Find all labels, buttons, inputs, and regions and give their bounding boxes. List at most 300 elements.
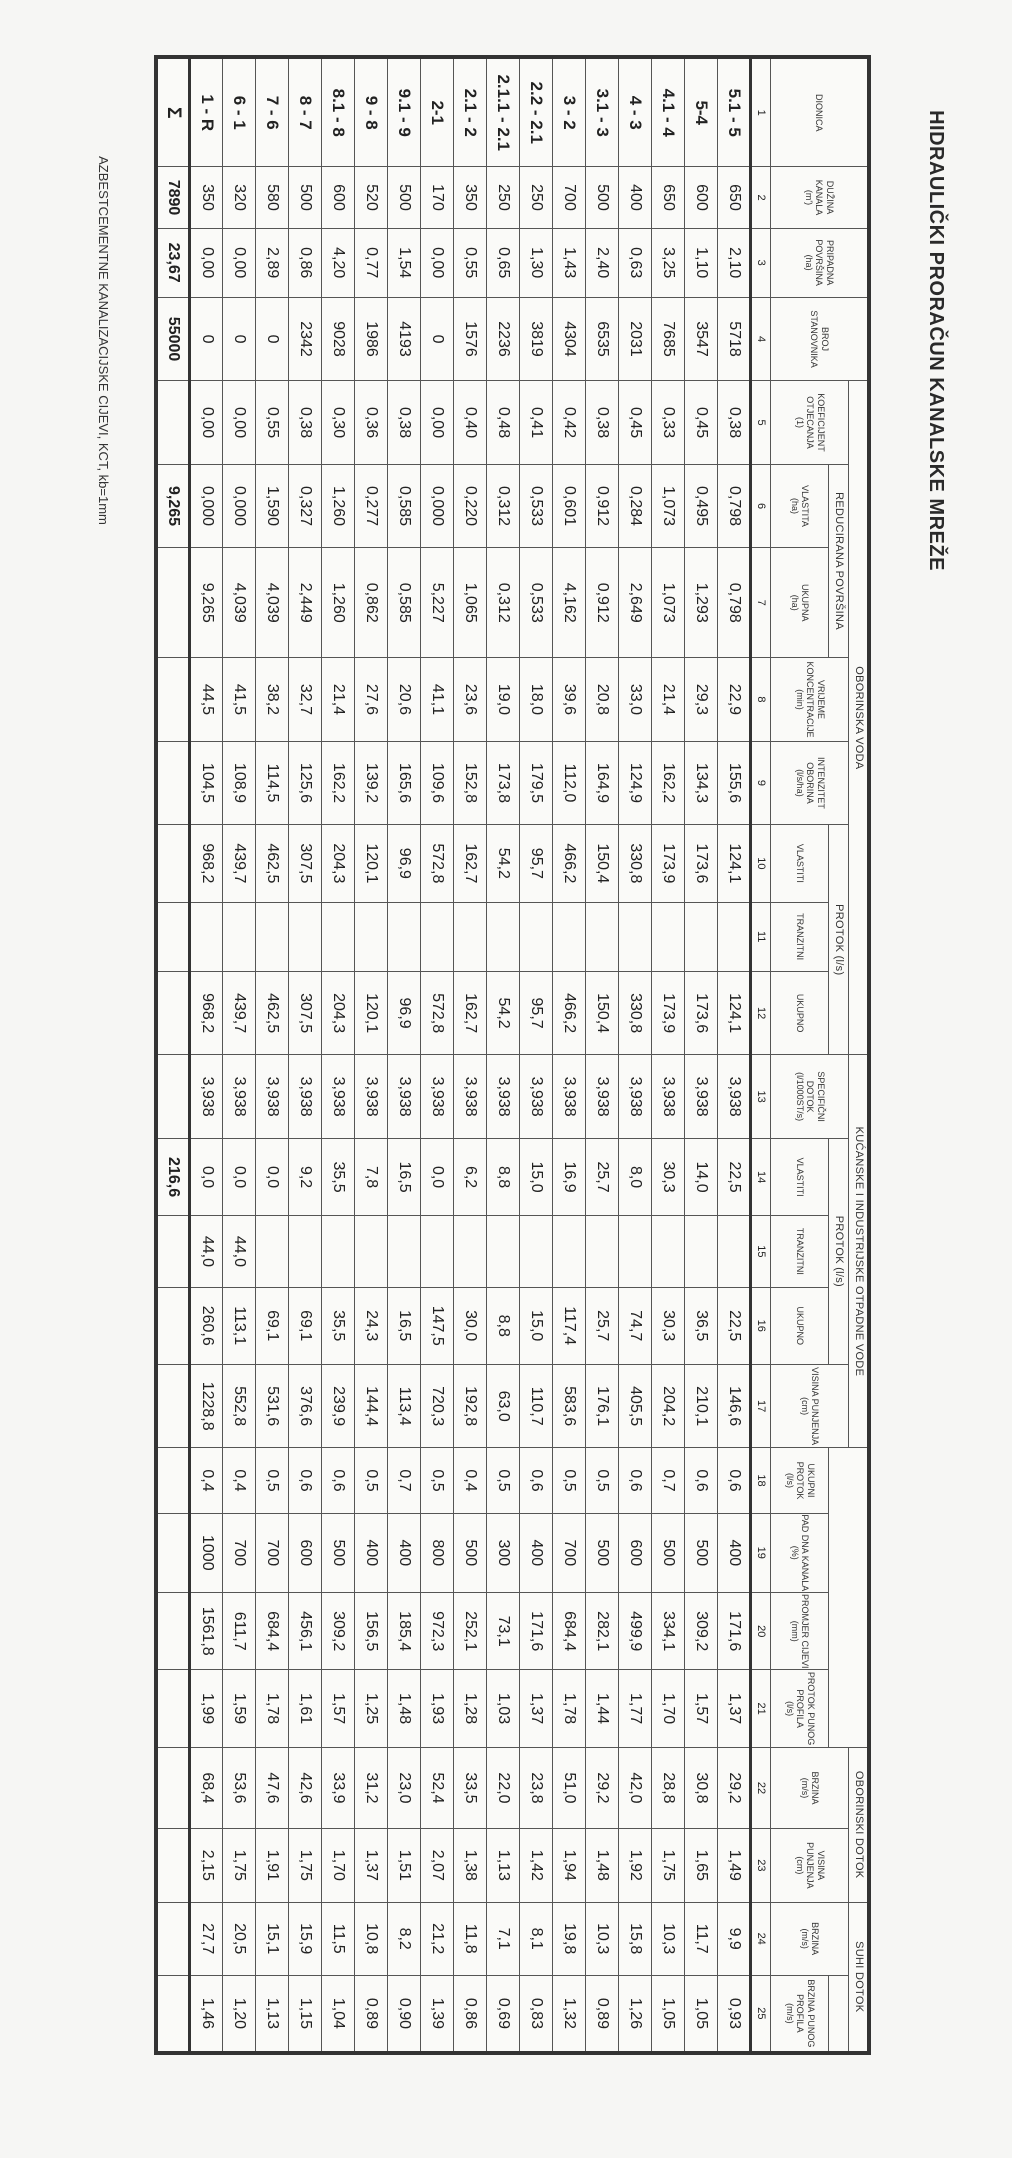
table-cell: 1,43 [553, 228, 586, 297]
header-stanovnika: BROJ STANOVNIKA [771, 297, 869, 380]
header-intenzitet [771, 741, 849, 824]
table-cell: 2,07 [421, 1829, 454, 1902]
table-cell: 700 [553, 167, 586, 228]
table-cell: 95,7 [520, 825, 553, 902]
column-number: 24 [751, 1902, 771, 1975]
column-number: 1 [751, 57, 771, 167]
table-cell: 2342 [289, 297, 322, 380]
table-cell: 0,89 [586, 1975, 619, 2053]
table-cell [586, 1216, 619, 1287]
table-row [619, 57, 652, 2053]
column-number-row [751, 57, 771, 2053]
column-number: 5 [751, 381, 771, 464]
sum-cell: 7890 [156, 167, 190, 228]
table-cell: 0,912 [586, 464, 619, 547]
table-cell: 10,8 [355, 1902, 388, 1975]
table-cell [289, 1216, 322, 1287]
table-cell: 1,25 [355, 1670, 388, 1747]
table-cell: 0,798 [718, 548, 751, 658]
table-row [718, 57, 751, 2053]
table-cell: 44,0 [190, 1216, 223, 1287]
table-cell [322, 902, 355, 971]
table-cell: 0,45 [619, 381, 652, 464]
table-cell: 0,277 [355, 464, 388, 547]
table-cell: 8,1 [520, 1902, 553, 1975]
table-cell: 0,0 [223, 1138, 256, 1215]
table-cell: 0,55 [256, 381, 289, 464]
table-cell: 0,55 [454, 228, 487, 297]
table-row [487, 57, 520, 2053]
table-cell: 1,37 [718, 1670, 751, 1747]
header-vrijeme [771, 658, 849, 741]
table-cell: 500 [652, 1513, 685, 1592]
table-cell: 114,5 [256, 741, 289, 824]
sum-cell [156, 1975, 190, 2053]
table-cell: 0,77 [355, 228, 388, 297]
table-cell: 171,6 [520, 1593, 553, 1670]
table-cell: 1,073 [652, 464, 685, 547]
header-visina-suhi [771, 1829, 849, 1902]
section-cell: 5-4 [685, 57, 718, 167]
table-cell: 0,220 [454, 464, 487, 547]
table-cell: 124,9 [619, 741, 652, 824]
table-cell: 152,8 [454, 741, 487, 824]
table-cell: 36,5 [685, 1287, 718, 1364]
section-cell: 2.1.1 - 2.1 [487, 57, 520, 167]
table-cell: 1,91 [256, 1829, 289, 1902]
table-cell: 30,3 [652, 1287, 685, 1364]
sum-cell [156, 1747, 190, 1828]
table-cell: 282,1 [586, 1593, 619, 1670]
table-cell: 350 [190, 167, 223, 228]
table-cell: 35,5 [322, 1287, 355, 1364]
group-suhi-dotok: SUHI DOTOK [849, 1902, 869, 2053]
table-cell: 8,2 [388, 1902, 421, 1975]
sum-cell [156, 381, 190, 464]
header-koeficijent-label: KOEFICIJENT OTJECANJA [805, 393, 826, 452]
table-cell: 0,312 [487, 548, 520, 658]
table-cell: 580 [256, 167, 289, 228]
table-cell: 120,1 [355, 825, 388, 902]
table-cell [223, 902, 256, 971]
header-brzina-obor-label: BRZINA [810, 1771, 821, 1805]
table-cell: 320 [223, 167, 256, 228]
table-cell: 1,44 [586, 1670, 619, 1747]
table-cell: 29,2 [586, 1747, 619, 1828]
table-cell: 1,073 [652, 548, 685, 658]
column-number: 18 [751, 1448, 771, 1513]
column-number: 12 [751, 971, 771, 1055]
table-cell: 531,6 [256, 1364, 289, 1448]
table-cell: 1,065 [454, 548, 487, 658]
header-vlastiti-kuc: VLASTITI [771, 1138, 829, 1215]
table-cell: 0,601 [553, 464, 586, 547]
table-cell: 134,3 [685, 741, 718, 824]
sum-cell [156, 1216, 190, 1287]
table-cell: 1,05 [685, 1975, 718, 2053]
table-cell: 500 [289, 167, 322, 228]
table-cell: 700 [223, 1513, 256, 1592]
table-cell [190, 902, 223, 971]
table-cell: 260,6 [190, 1287, 223, 1364]
header-pad [771, 1513, 829, 1592]
table-cell: 456,1 [289, 1593, 322, 1670]
table-cell: 439,7 [223, 971, 256, 1055]
header-ukupna [771, 548, 829, 658]
table-row [289, 57, 322, 2053]
group-protok-kucanske: PROTOK (l/s) [829, 1138, 849, 1364]
sum-cell [156, 1287, 190, 1364]
table-cell: 3,938 [685, 1055, 718, 1138]
table-cell: 8,0 [619, 1138, 652, 1215]
table-cell: 0,5 [256, 1448, 289, 1513]
sum-cell [156, 1364, 190, 1448]
table-cell: 466,2 [553, 825, 586, 902]
header-ukupni-protok-label: UKUPNI PROTOK [795, 1461, 816, 1500]
table-cell: 23,8 [520, 1747, 553, 1828]
table-cell: 1,93 [421, 1670, 454, 1747]
table-cell: 147,5 [421, 1287, 454, 1364]
table-cell: 0,4 [454, 1448, 487, 1513]
table-cell: 0,42 [553, 381, 586, 464]
table-cell: 0,000 [223, 464, 256, 547]
sum-cell: 9,265 [156, 464, 190, 547]
table-row [454, 57, 487, 2053]
table-cell: 3,938 [586, 1055, 619, 1138]
table-cell: 583,6 [553, 1364, 586, 1448]
table-cell: 0,00 [223, 381, 256, 464]
table-cell: 3,938 [388, 1055, 421, 1138]
header-povrsina-label: PRIPADNA POVRŠINA [814, 239, 835, 286]
table-cell: 400 [355, 1513, 388, 1592]
table-cell: 400 [619, 167, 652, 228]
table-cell [685, 1216, 718, 1287]
table-cell: 3547 [685, 297, 718, 380]
table-cell: 500 [586, 167, 619, 228]
table-cell: 69,1 [256, 1287, 289, 1364]
table-cell: 1228,8 [190, 1364, 223, 1448]
header-ukupno-kuc: UKUPNO [771, 1287, 829, 1364]
table-cell: 3,938 [421, 1055, 454, 1138]
table-cell: 1,15 [289, 1975, 322, 2053]
section-cell: 1 - R [190, 57, 223, 167]
table-cell: 0,312 [487, 464, 520, 547]
table-cell: 9,2 [289, 1138, 322, 1215]
table-cell: 0,4 [190, 1448, 223, 1513]
table-cell: 1,70 [322, 1829, 355, 1902]
table-cell: 44,0 [223, 1216, 256, 1287]
table-cell: 4,20 [322, 228, 355, 297]
sum-cell [156, 1902, 190, 1975]
table-cell: 28,8 [652, 1747, 685, 1828]
column-number: 4 [751, 297, 771, 380]
section-cell: 3 - 2 [553, 57, 586, 167]
table-cell: 53,6 [223, 1747, 256, 1828]
table-cell: 650 [718, 167, 751, 228]
table-cell: 15,0 [520, 1138, 553, 1215]
table-cell: 1,46 [190, 1975, 223, 2053]
column-number: 3 [751, 228, 771, 297]
table-cell [652, 902, 685, 971]
table-row [520, 57, 553, 2053]
header-specificni-label: SPECIFIČNI DOTOK [805, 1071, 826, 1122]
table-cell: 4304 [553, 297, 586, 380]
header-pad-unit: (%) [790, 1545, 800, 1560]
table-cell: 1,20 [223, 1975, 256, 2053]
table-cell: 800 [421, 1513, 454, 1592]
table-cell: 0,5 [421, 1448, 454, 1513]
table-cell: 96,9 [388, 971, 421, 1055]
table-cell: 1,590 [256, 464, 289, 547]
section-cell: 9 - 8 [355, 57, 388, 167]
table-cell: 3,938 [355, 1055, 388, 1138]
table-cell [718, 1216, 751, 1287]
table-cell: 330,8 [619, 825, 652, 902]
table-cell: 164,9 [586, 741, 619, 824]
table-cell: 0,284 [619, 464, 652, 547]
table-cell: 1,59 [223, 1670, 256, 1747]
table-cell: 250 [520, 167, 553, 228]
table-row [652, 57, 685, 2053]
table-cell [652, 1216, 685, 1287]
table-cell: 35,5 [322, 1138, 355, 1215]
section-cell: 5.1 - 5 [718, 57, 751, 167]
hydraulic-table-wrap [157, 55, 871, 2055]
hydraulic-table [154, 55, 871, 2055]
table-cell: 0,533 [520, 548, 553, 658]
table-cell: 3,938 [322, 1055, 355, 1138]
table-cell: 162,7 [454, 825, 487, 902]
table-cell: 3,938 [190, 1055, 223, 1138]
table-cell: 7,1 [487, 1902, 520, 1975]
header-promjer-label: PROMJER CIJEVI [800, 1593, 811, 1669]
header-vlastita-unit: (ha) [790, 498, 800, 515]
table-cell: 139,2 [355, 741, 388, 824]
table-cell: 0,0 [421, 1138, 454, 1215]
header-visina-obor [771, 1364, 849, 1448]
sum-cell: 55000 [156, 297, 190, 380]
table-cell: 0,0 [256, 1138, 289, 1215]
table-cell: 2236 [487, 297, 520, 380]
header-vrijeme-label: VRIJEME KONCENTRACIJE [805, 661, 826, 738]
table-cell: 41,5 [223, 658, 256, 741]
table-cell: 500 [322, 1513, 355, 1592]
table-cell [388, 1216, 421, 1287]
table-cell: 7685 [652, 297, 685, 380]
table-cell: 0 [190, 297, 223, 380]
table-cell: 350 [454, 167, 487, 228]
header-visina-obor-label: VISINA PUNJENJA [810, 1367, 821, 1446]
table-cell: 2,15 [190, 1829, 223, 1902]
table-cell: 1,37 [520, 1670, 553, 1747]
table-cell [256, 1216, 289, 1287]
table-cell: 239,9 [322, 1364, 355, 1448]
table-cell: 0,5 [586, 1448, 619, 1513]
table-cell: 1,42 [520, 1829, 553, 1902]
table-cell: 0,00 [190, 228, 223, 297]
table-cell: 1576 [454, 297, 487, 380]
table-cell: 0,38 [718, 381, 751, 464]
header-duzina [771, 167, 869, 228]
table-cell: 15,8 [619, 1902, 652, 1975]
table-cell: 1,75 [289, 1829, 322, 1902]
header-intenzitet-unit: (l/s/ha) [794, 769, 805, 797]
column-number: 14 [751, 1138, 771, 1215]
table-cell: 0 [421, 297, 454, 380]
table-cell: 0,6 [718, 1448, 751, 1513]
table-cell: 0,45 [685, 381, 718, 464]
table-cell: 3,25 [652, 228, 685, 297]
table-cell: 22,5 [718, 1138, 751, 1215]
table-cell [586, 902, 619, 971]
table-cell: 4,162 [553, 548, 586, 658]
header-intenzitet-label: INTENZITET OBORINA [805, 756, 826, 809]
header-vlastiti-obor: VLASTITI [771, 825, 829, 902]
header-vlastita [771, 464, 829, 547]
table-cell: 400 [388, 1513, 421, 1592]
table-cell: 400 [520, 1513, 553, 1592]
table-cell: 405,5 [619, 1364, 652, 1448]
table-cell: 16,5 [388, 1138, 421, 1215]
table-cell: 22,9 [718, 658, 751, 741]
table-cell: 3,938 [619, 1055, 652, 1138]
table-cell: 0,48 [487, 381, 520, 464]
table-cell: 5,227 [421, 548, 454, 658]
footer-note-text: AZBESTCEMENTNE KANALIZACIJSKE CIJEVI, KCT, kb=1mm [95, 155, 111, 525]
table-cell: 0,36 [355, 381, 388, 464]
table-cell: 5718 [718, 297, 751, 380]
table-cell: 113,4 [388, 1364, 421, 1448]
header-dionica: DIONICA [771, 57, 869, 167]
header-povrsina-unit: (ha) [804, 254, 815, 271]
table-cell: 33,5 [454, 1747, 487, 1828]
table-cell: 0,69 [487, 1975, 520, 2053]
table-cell: 3,938 [289, 1055, 322, 1138]
table-cell: 10,3 [586, 1902, 619, 1975]
table-cell: 204,2 [652, 1364, 685, 1448]
table-cell [553, 1216, 586, 1287]
table-cell: 1,260 [322, 464, 355, 547]
table-cell: 0,7 [652, 1448, 685, 1513]
sum-cell [156, 825, 190, 902]
table-cell: 1,78 [256, 1670, 289, 1747]
table-cell: 150,4 [586, 971, 619, 1055]
table-cell: 3,938 [520, 1055, 553, 1138]
table-cell: 0,585 [388, 464, 421, 547]
column-number: 9 [751, 741, 771, 824]
table-row [586, 57, 619, 2053]
table-cell: 0 [223, 297, 256, 380]
table-cell: 9028 [322, 297, 355, 380]
column-number: 10 [751, 825, 771, 902]
table-cell: 204,3 [322, 825, 355, 902]
table-cell: 42,6 [289, 1747, 322, 1828]
column-number: 23 [751, 1829, 771, 1902]
table-cell: 171,6 [718, 1593, 751, 1670]
table-cell: 20,8 [586, 658, 619, 741]
sum-cell [156, 902, 190, 971]
column-number: 22 [751, 1747, 771, 1828]
table-row [223, 57, 256, 2053]
table-cell: 0,000 [421, 464, 454, 547]
table-cell [619, 1216, 652, 1287]
table-cell: 0,00 [421, 381, 454, 464]
table-cell [322, 1216, 355, 1287]
table-cell: 0,495 [685, 464, 718, 547]
table-cell: 1000 [190, 1513, 223, 1592]
table-cell: 109,6 [421, 741, 454, 824]
table-cell: 330,8 [619, 971, 652, 1055]
table-cell: 0,4 [223, 1448, 256, 1513]
table-cell: 1,26 [619, 1975, 652, 2053]
table-cell: 2,449 [289, 548, 322, 658]
header-brzina-suhi-label: BRZINA [810, 1922, 821, 1956]
sum-cell [156, 971, 190, 1055]
header-specificni-unit: (l/1000ST/s) [794, 1072, 805, 1122]
table-cell: 0,38 [586, 381, 619, 464]
column-number: 15 [751, 1216, 771, 1287]
table-cell: 1,04 [322, 1975, 355, 2053]
table-cell: 300 [487, 1513, 520, 1592]
sum-cell: 216,6 [156, 1138, 190, 1215]
table-row [685, 57, 718, 2053]
table-cell: 29,2 [718, 1747, 751, 1828]
table-cell: 30,8 [685, 1747, 718, 1828]
header-tranzitni-obor: TRANZITNI [771, 902, 829, 971]
table-cell: 117,4 [553, 1287, 586, 1364]
table-cell: 162,2 [322, 741, 355, 824]
table-cell: 162,7 [454, 971, 487, 1055]
table-cell [421, 902, 454, 971]
column-number: 21 [751, 1670, 771, 1747]
column-number: 16 [751, 1287, 771, 1364]
table-cell: 466,2 [553, 971, 586, 1055]
table-cell: 1,78 [553, 1670, 586, 1747]
table-cell: 0,93 [718, 1975, 751, 2053]
table-cell: 21,4 [322, 658, 355, 741]
sum-cell [156, 658, 190, 741]
table-cell: 1,39 [421, 1975, 454, 2053]
table-cell: 19,0 [487, 658, 520, 741]
table-cell: 2,89 [256, 228, 289, 297]
table-cell: 499,9 [619, 1593, 652, 1670]
table-cell: 700 [553, 1513, 586, 1592]
header-ukupni-protok-unit: (l/s) [784, 1473, 795, 1489]
table-cell: 968,2 [190, 971, 223, 1055]
table-cell: 4193 [388, 297, 421, 380]
table-cell: 0,6 [619, 1448, 652, 1513]
table-cell: 0,30 [322, 381, 355, 464]
table-cell: 155,6 [718, 741, 751, 824]
table-cell [454, 902, 487, 971]
table-cell: 0,63 [619, 228, 652, 297]
table-cell: 113,1 [223, 1287, 256, 1364]
table-cell: 10,3 [652, 1902, 685, 1975]
table-cell: 1,10 [685, 228, 718, 297]
table-cell [355, 1216, 388, 1287]
table-cell: 0,65 [487, 228, 520, 297]
table-cell: 462,5 [256, 971, 289, 1055]
header-promjer [771, 1593, 829, 1670]
header-visina-suhi-unit: (cm) [794, 1856, 805, 1875]
table-cell: 1,260 [322, 548, 355, 658]
column-number: 25 [751, 1975, 771, 2053]
table-cell: 0,6 [520, 1448, 553, 1513]
table-cell: 2,40 [586, 228, 619, 297]
header-brzina-punog-unit: (m/s) [784, 2003, 795, 2024]
table-cell: 204,3 [322, 971, 355, 1055]
table-cell: 3,938 [256, 1055, 289, 1138]
